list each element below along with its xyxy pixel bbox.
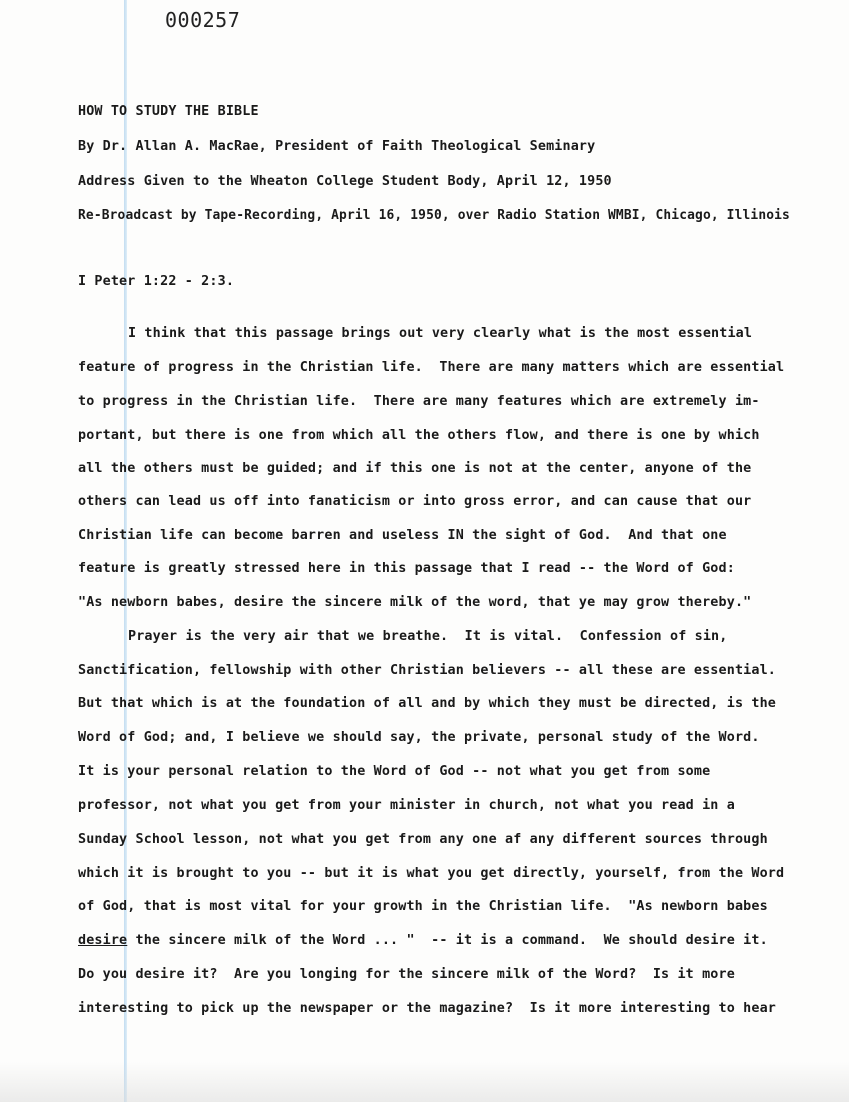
paragraph-line: Prayer is the very air that we breathe. It is vital. Confession of sin,	[128, 629, 728, 644]
page-bottom-edge	[0, 1062, 849, 1102]
paragraph-line: feature of progress in the Christian life. There are many matters which are essential	[78, 360, 785, 375]
paragraph-line	[78, 933, 768, 948]
quotation-line: "As newborn babes, desire the sincere milk of the word, that ye may grow thereby."	[78, 595, 752, 610]
address-line: Address Given to the Wheaton College Student Body, April 12, 1950	[78, 174, 612, 189]
paragraph-line: professor, not what you get from your minister in church, not what you read in a	[78, 798, 735, 813]
paragraph-line: of God, that is most vital for your growth in the Christian life. "As newborn babes	[78, 899, 768, 914]
paragraph-line: Christian life can become barren and useless IN the sight of God. And that one	[78, 528, 727, 543]
paragraph-line: Sanctification, fellowship with other Christian believers -- all these are essential.	[78, 663, 777, 678]
author-line: By Dr. Allan A. MacRae, President of Faith Theological Seminary	[78, 139, 596, 154]
paragraph-line: Word of God; and, I believe we should say, the private, personal study of the Word.	[78, 730, 760, 745]
paragraph-line: portant, but there is one from which all the others flow, and there is one by which	[78, 428, 760, 443]
broadcast-line: Re-Broadcast by Tape-Recording, April 16, 1950, over Radio Station WMBI, Chicago, Illinois	[78, 208, 790, 223]
paragraph-line: But that which is at the foundation of all and by which they must be directed, is the	[78, 696, 777, 711]
paragraph-line: others can lead us off into fanaticism or into gross error, and can cause that our	[78, 494, 752, 509]
paragraph-line: Do you desire it? Are you longing for the sincere milk of the Word? Is it more	[78, 967, 735, 982]
scripture-reference: I Peter 1:22 - 2:3.	[78, 274, 235, 289]
paragraph-line: interesting to pick up the newspaper or the magazine? Is it more interesting to hear	[78, 1001, 777, 1016]
document-number: 000257	[165, 8, 241, 32]
paragraph-line: all the others must be guided; and if this one is not at the center, anyone of the	[78, 461, 752, 476]
paragraph-line: which it is brought to you -- but it is what you get directly, yourself, from the Word	[78, 866, 785, 881]
document-title: HOW TO STUDY THE BIBLE	[78, 104, 259, 119]
paragraph-line-rest: the sincere milk of the Word ... " -- it is a command. We should desire it.	[127, 933, 768, 948]
paragraph-line: to progress in the Christian life. There are many features which are extremely im-	[78, 394, 760, 409]
paragraph-line: I think that this passage brings out very clearly what is the most essential	[128, 326, 753, 341]
paragraph-line: Sunday School lesson, not what you get from any one af any different sources through	[78, 832, 768, 847]
underlined-word: desire	[78, 933, 128, 948]
paragraph-line: feature is greatly stressed here in this passage that I read -- the Word of God:	[78, 561, 735, 576]
paragraph-line: It is your personal relation to the Word of God -- not what you get from some	[78, 764, 711, 779]
